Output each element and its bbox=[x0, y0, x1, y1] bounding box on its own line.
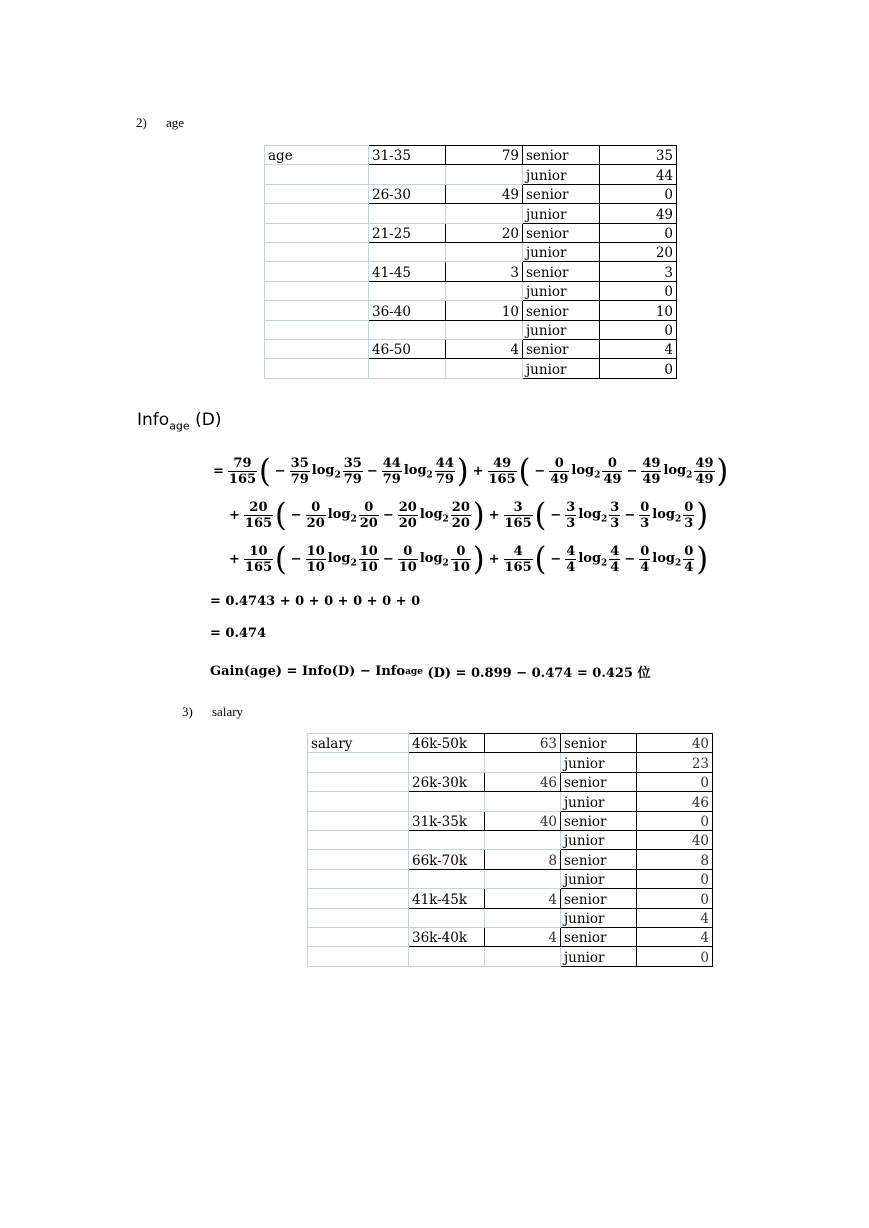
table-cell bbox=[409, 830, 485, 849]
table-cell: junior bbox=[561, 792, 637, 811]
table-row bbox=[308, 772, 713, 791]
table-cell: junior bbox=[523, 281, 600, 300]
table-cell: 46k-50k bbox=[409, 734, 485, 753]
table-cell: junior bbox=[523, 359, 600, 378]
table-row bbox=[308, 889, 713, 908]
salary-table bbox=[307, 733, 713, 967]
table-cell: 23 bbox=[637, 753, 713, 772]
section-title: salary bbox=[212, 704, 244, 719]
age-table bbox=[264, 145, 677, 379]
table-cell: senior bbox=[523, 262, 600, 281]
table-row bbox=[265, 165, 677, 184]
gain-sub: age bbox=[405, 666, 423, 677]
table-cell bbox=[308, 947, 409, 966]
table-row bbox=[265, 359, 677, 378]
table-cell: 4 bbox=[637, 927, 713, 946]
table-cell bbox=[369, 359, 446, 378]
table-cell bbox=[369, 204, 446, 223]
table-cell bbox=[369, 242, 446, 261]
gain-suffix: (D) = 0.899 − 0.474 = 0.425 位 bbox=[422, 666, 651, 681]
table-cell: 21-25 bbox=[369, 223, 446, 242]
table-cell: 4 bbox=[485, 927, 561, 946]
table-cell: senior bbox=[523, 146, 600, 165]
table-cell: 0 bbox=[637, 889, 713, 908]
table-cell bbox=[308, 850, 409, 869]
table-cell: 0 bbox=[600, 320, 677, 339]
table-cell: junior bbox=[523, 165, 600, 184]
table-cell: 0 bbox=[637, 772, 713, 791]
table-cell: senior bbox=[561, 734, 637, 753]
equation-line-2: + $\frac{20}{165}$ ( − $\frac{0}{20}$ $\log_2$ $\frac{0}{20}$ − $\frac{20}{20}$ $\log_2$ $\frac{20}{20}$ ) + $\frac{3}{165}$ ( − $\frac{3}{3}$ $\log_2$ $\frac{3}{3}$ − $\frac{0}{3}$ $\log_2$ $\frac{0}{3}$ ) bbox=[229, 496, 709, 534]
table-cell: 26-30 bbox=[369, 184, 446, 203]
table-cell: 40 bbox=[637, 734, 713, 753]
gain-age-line bbox=[210, 662, 651, 681]
table-row bbox=[265, 242, 677, 261]
table-cell bbox=[308, 830, 409, 849]
table-row bbox=[265, 281, 677, 300]
table-cell: 10 bbox=[446, 301, 523, 320]
table-cell bbox=[485, 947, 561, 966]
table-cell: 0 bbox=[600, 223, 677, 242]
table-cell: 63 bbox=[485, 734, 561, 753]
table-row bbox=[308, 947, 713, 966]
table-cell: 20 bbox=[446, 223, 523, 242]
table-cell: salary bbox=[308, 734, 409, 753]
table-cell: senior bbox=[523, 301, 600, 320]
table-cell: 46 bbox=[637, 792, 713, 811]
equation-sum-line: = 0.4743 + 0 + 0 + 0 + 0 + 0 bbox=[210, 594, 421, 609]
table-cell: junior bbox=[561, 753, 637, 772]
table-cell bbox=[308, 869, 409, 888]
table-cell: 79 bbox=[446, 146, 523, 165]
table-cell: senior bbox=[561, 927, 637, 946]
table-cell: senior bbox=[523, 184, 600, 203]
table-cell: 36-40 bbox=[369, 301, 446, 320]
table-cell: 36k-40k bbox=[409, 927, 485, 946]
table-cell: 10 bbox=[600, 301, 677, 320]
table-cell: junior bbox=[523, 204, 600, 223]
table-row bbox=[308, 830, 713, 849]
table-cell bbox=[308, 772, 409, 791]
gain-prefix: Gain(age) = Info(D) − Info bbox=[210, 664, 406, 679]
table-cell bbox=[446, 281, 523, 300]
table-cell bbox=[409, 908, 485, 927]
table-cell: senior bbox=[561, 772, 637, 791]
table-row bbox=[308, 811, 713, 830]
table-cell bbox=[265, 223, 369, 242]
table-cell: 0 bbox=[637, 869, 713, 888]
table-cell: 31-35 bbox=[369, 146, 446, 165]
info-sub: age bbox=[169, 419, 190, 433]
table-row bbox=[308, 792, 713, 811]
table-cell: junior bbox=[561, 869, 637, 888]
table-cell bbox=[265, 165, 369, 184]
table-cell bbox=[369, 320, 446, 339]
table-cell bbox=[265, 359, 369, 378]
table-cell bbox=[446, 165, 523, 184]
table-cell: 0 bbox=[600, 184, 677, 203]
table-cell: 44 bbox=[600, 165, 677, 184]
table-cell bbox=[485, 869, 561, 888]
table-row bbox=[265, 339, 677, 358]
table-cell: junior bbox=[561, 947, 637, 966]
table-row bbox=[265, 204, 677, 223]
table-cell: senior bbox=[561, 811, 637, 830]
table-cell bbox=[308, 908, 409, 927]
table-cell bbox=[485, 830, 561, 849]
table-cell: 0 bbox=[600, 281, 677, 300]
section-title: age bbox=[166, 115, 185, 130]
table-cell bbox=[265, 262, 369, 281]
equation-line-3: + $\frac{10}{165}$ ( − $\frac{10}{10}$ $\log_2$ $\frac{10}{10}$ − $\frac{0}{10}$ $\log_2$ $\frac{0}{10}$ ) + $\frac{4}{165}$ ( − $\frac{4}{4}$ $\log_2$ $\frac{4}{4}$ − $\frac{0}{4}$ $\log_2$ $\frac{0}{4}$ ) bbox=[229, 540, 709, 578]
table-cell: senior bbox=[523, 339, 600, 358]
section-number: 2) bbox=[136, 115, 147, 130]
table-cell: 8 bbox=[637, 850, 713, 869]
table-row bbox=[308, 753, 713, 772]
table-row bbox=[265, 223, 677, 242]
table-cell: 41k-45k bbox=[409, 889, 485, 908]
table-cell bbox=[409, 792, 485, 811]
table-cell bbox=[265, 281, 369, 300]
table-row bbox=[308, 908, 713, 927]
table-cell bbox=[409, 869, 485, 888]
table-cell: 46 bbox=[485, 772, 561, 791]
table-cell: 3 bbox=[600, 262, 677, 281]
table-cell: 49 bbox=[446, 184, 523, 203]
table-cell: junior bbox=[523, 320, 600, 339]
table-cell bbox=[265, 242, 369, 261]
info-base: Info bbox=[137, 410, 170, 430]
table-cell: senior bbox=[523, 223, 600, 242]
equation-result-line: = 0.474 bbox=[210, 626, 267, 641]
table-cell: 4 bbox=[446, 339, 523, 358]
table-cell bbox=[265, 339, 369, 358]
table-cell bbox=[485, 753, 561, 772]
section-heading-age bbox=[136, 115, 184, 131]
table-row bbox=[308, 850, 713, 869]
table-row bbox=[265, 301, 677, 320]
table-cell: 20 bbox=[600, 242, 677, 261]
table-cell: junior bbox=[561, 830, 637, 849]
table-cell: age bbox=[265, 146, 369, 165]
table-cell bbox=[446, 204, 523, 223]
table-cell bbox=[446, 359, 523, 378]
table-cell bbox=[485, 792, 561, 811]
table-cell: 0 bbox=[637, 811, 713, 830]
table-cell bbox=[308, 927, 409, 946]
section-number: 3) bbox=[182, 704, 193, 719]
table-cell: 0 bbox=[600, 359, 677, 378]
table-row bbox=[308, 927, 713, 946]
table-cell bbox=[265, 301, 369, 320]
table-cell: 46-50 bbox=[369, 339, 446, 358]
table-cell: 4 bbox=[600, 339, 677, 358]
table-cell: 40 bbox=[637, 830, 713, 849]
table-row bbox=[265, 262, 677, 281]
table-cell bbox=[308, 753, 409, 772]
table-cell: 4 bbox=[637, 908, 713, 927]
info-arg: (D) bbox=[195, 410, 222, 430]
info-age-heading bbox=[137, 410, 221, 432]
table-cell: 26k-30k bbox=[409, 772, 485, 791]
table-cell bbox=[369, 281, 446, 300]
table-cell bbox=[409, 753, 485, 772]
table-cell: 40 bbox=[485, 811, 561, 830]
table-cell: 4 bbox=[485, 889, 561, 908]
table-row bbox=[265, 320, 677, 339]
table-cell bbox=[369, 165, 446, 184]
table-row bbox=[265, 146, 677, 165]
section-heading-salary bbox=[182, 704, 243, 720]
table-cell bbox=[265, 320, 369, 339]
table-row bbox=[308, 869, 713, 888]
table-cell bbox=[409, 947, 485, 966]
table-cell bbox=[308, 792, 409, 811]
table-cell: 49 bbox=[600, 204, 677, 223]
table-cell: junior bbox=[561, 908, 637, 927]
equation-line-1: = $\frac{79}{165}$ ( − $\frac{35}{79}$ $\log_2$ $\frac{35}{79}$ − $\frac{44}{79}$ $\log_2$ $\frac{44}{79}$ ) + $\frac{49}{165}$ ( − $\frac{0}{49}$ $\log_2$ $\frac{0}{49}$ − $\frac{49}{49}$ $\log_2$ $\frac{49}{49}$ ) bbox=[213, 452, 729, 490]
table-row bbox=[308, 734, 713, 753]
table-cell bbox=[446, 242, 523, 261]
table-cell bbox=[308, 889, 409, 908]
table-cell: senior bbox=[561, 889, 637, 908]
table-cell: junior bbox=[523, 242, 600, 261]
table-cell: 31k-35k bbox=[409, 811, 485, 830]
table-cell: 0 bbox=[637, 947, 713, 966]
table-cell bbox=[308, 811, 409, 830]
table-cell bbox=[446, 320, 523, 339]
table-cell: 8 bbox=[485, 850, 561, 869]
table-cell: senior bbox=[561, 850, 637, 869]
table-cell bbox=[265, 184, 369, 203]
table-row bbox=[265, 184, 677, 203]
table-cell: 41-45 bbox=[369, 262, 446, 281]
table-cell bbox=[485, 908, 561, 927]
table-cell: 35 bbox=[600, 146, 677, 165]
table-cell: 3 bbox=[446, 262, 523, 281]
table-cell: 66k-70k bbox=[409, 850, 485, 869]
table-cell bbox=[265, 204, 369, 223]
